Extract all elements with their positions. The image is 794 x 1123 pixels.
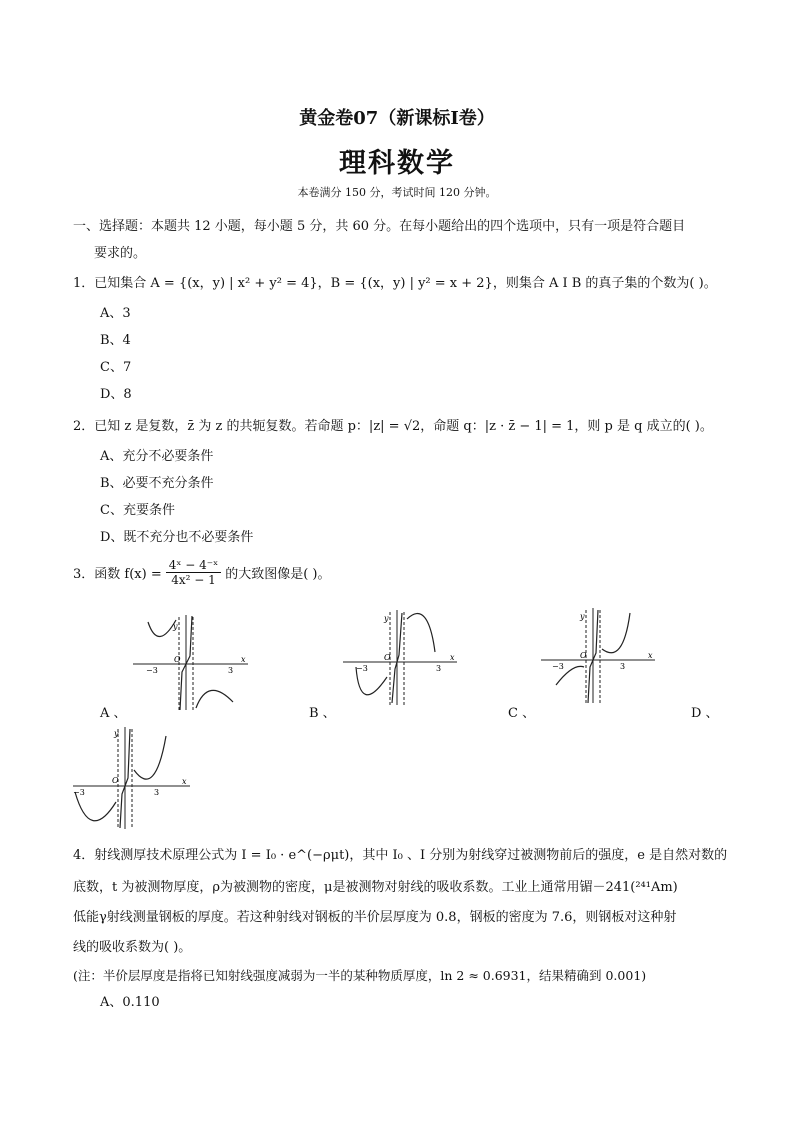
question-2-stem: 2．已知 z 是复数，z̄ 为 z 的共轭复数。若命题 p：|z| = √2，命题 q：|z · z̄ − 1| = 1，则 p 是 q 成立的( )。: [73, 419, 713, 434]
svg-text:3: 3: [620, 662, 626, 671]
question-1-stem: 1．已知集合 A = {(x，y) | x² + y² = 4}，B = {(x，y) | y² = x + 2}，则集合 A I B 的真子集的个数为( )。: [73, 276, 717, 291]
q3-graph-d: [70, 724, 195, 834]
q3-suffix: 的大致图像是( )。: [225, 567, 331, 582]
svg-text:−3: −3: [552, 662, 564, 671]
q1-option-c[interactable]: C、7: [100, 360, 132, 375]
svg-text:−3: −3: [146, 666, 158, 675]
svg-text:O: O: [174, 655, 181, 664]
q2-option-b[interactable]: B、必要不充分条件: [100, 476, 214, 491]
svg-text:−3: −3: [73, 788, 85, 797]
section-heading-cont: 要求的。: [94, 246, 147, 261]
q2-option-a[interactable]: A、充分不必要条件: [100, 449, 214, 464]
q4-option-a[interactable]: A、0.110: [100, 995, 160, 1010]
svg-text:y: y: [114, 729, 119, 738]
svg-text:−3: −3: [356, 664, 368, 673]
svg-text:x: x: [241, 655, 246, 664]
q3-option-a[interactable]: A 、: [100, 706, 127, 721]
question-4-line2: 底数，t 为被测物厚度，ρ为被测物的密度，μ是被测物对射线的吸收系数。工业上通常用镅－241(²⁴¹Am): [73, 880, 678, 895]
q3-option-d[interactable]: D 、: [691, 706, 719, 721]
question-4-note: (注：半价层厚度是指将已知射线强度减弱为一半的某种物质厚度，ln 2 ≈ 0.6931，结果精确到 0.001): [73, 968, 647, 983]
svg-text:y: y: [384, 614, 389, 623]
svg-text:O: O: [580, 651, 587, 660]
question-4-line3: 低能γ射线测量钢板的厚度。若这种射线对钢板的半价层厚度为 0.8，钢板的密度为 7.6，则钢板对这种射: [73, 910, 677, 925]
q2-option-d[interactable]: D、既不充分也不必要条件: [100, 530, 254, 545]
q3-graph-c: [538, 605, 658, 705]
q1-option-a[interactable]: A、3: [100, 306, 131, 321]
question-4-line4: 线的吸收系数为( )。: [73, 940, 192, 955]
q3-fraction: [166, 558, 221, 587]
paper-title: 黄金卷07（新课标Ⅰ卷）: [299, 108, 495, 129]
q3-option-c[interactable]: C 、: [508, 706, 536, 721]
question-4-line1: 4．射线测厚技术原理公式为 I = I₀ · e^(−ρμt)，其中 I₀ 、I 分别为射线穿过被测物前后的强度，e 是自然对数的: [73, 848, 728, 863]
subject-title: 理科数学: [339, 148, 455, 179]
q3-prefix: 3．函数 f(x) =: [73, 567, 162, 582]
svg-text:x: x: [182, 777, 187, 786]
q2-option-c[interactable]: C、充要条件: [100, 503, 175, 518]
q1-option-d[interactable]: D、8: [100, 387, 132, 402]
svg-text:O: O: [384, 653, 391, 662]
section-heading: 一、选择题：本题共 12 小题，每小题 5 分，共 60 分。在每小题给出的四个选项中，只有一项是符合题目: [73, 219, 686, 234]
svg-text:y: y: [173, 622, 178, 631]
svg-text:3: 3: [228, 666, 234, 675]
svg-text:x: x: [648, 651, 653, 660]
svg-text:x: x: [450, 653, 455, 662]
q3-numerator: 4ˣ − 4⁻ˣ: [166, 558, 221, 573]
q3-graph-a: [128, 612, 253, 712]
exam-info: 本卷满分 150 分，考试时间 120 分钟。: [297, 186, 497, 199]
svg-text:O: O: [112, 776, 119, 785]
svg-text:3: 3: [154, 788, 160, 797]
q3-denominator: 4x² − 1: [171, 573, 216, 587]
q1-option-b[interactable]: B、4: [100, 333, 131, 348]
q3-graph-b: [340, 607, 460, 707]
question-3-stem: [73, 558, 330, 587]
svg-text:3: 3: [436, 664, 442, 673]
svg-text:y: y: [580, 612, 585, 621]
q3-option-b[interactable]: B 、: [309, 706, 336, 721]
